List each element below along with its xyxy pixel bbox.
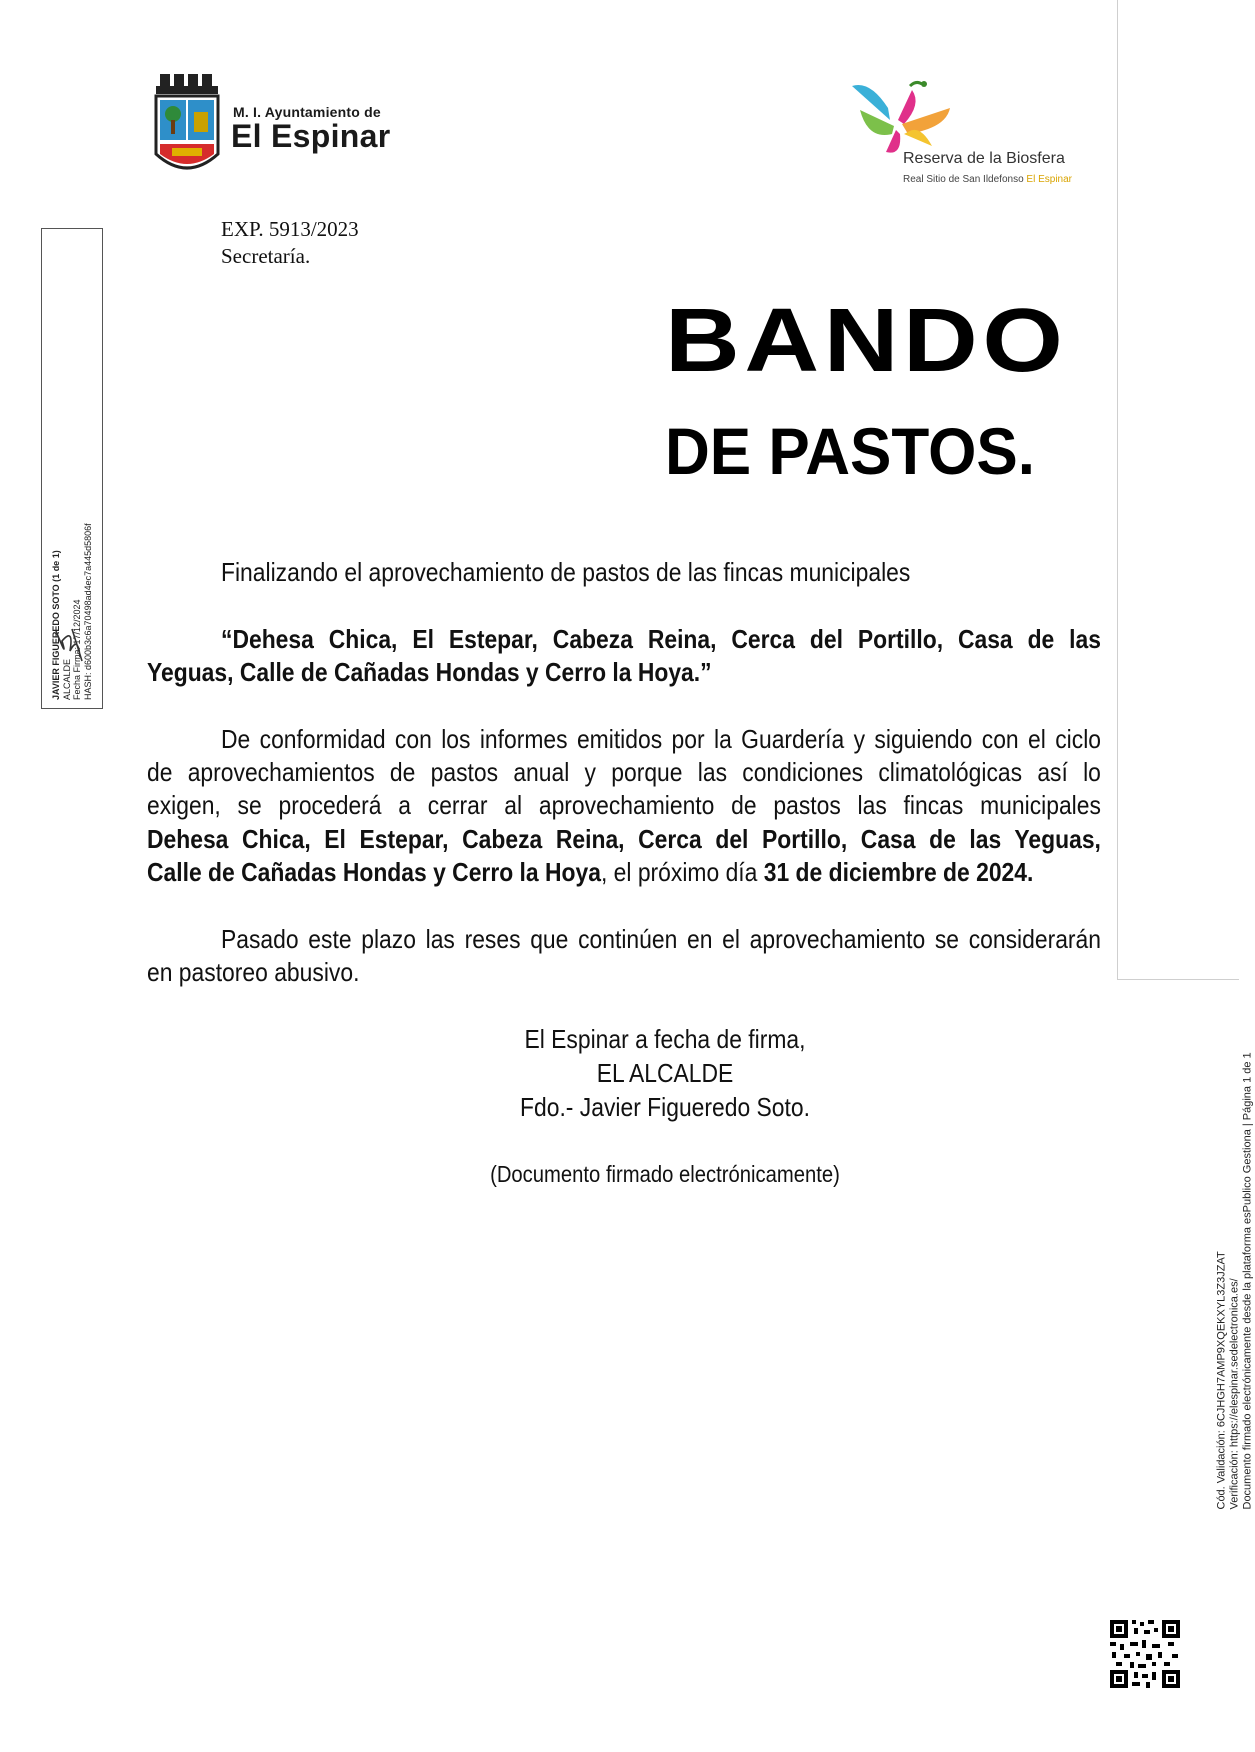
- verification-code: Cód. Validación: 6CJHGH7AMP9XQEKXYL3Z3JZAT: [1215, 1251, 1228, 1510]
- signature-note: (Documento firmado electrónicamente): [490, 1161, 840, 1187]
- paragraph-4-line-2: en pastoreo abusivo.: [147, 957, 360, 987]
- biosfera-subtitle-b: El Espinar: [1026, 174, 1072, 185]
- logo-subtitle: M. I. Ayuntamiento de: [233, 104, 381, 120]
- signature-role: EL ALCALDE: [596, 1058, 734, 1088]
- paragraph-3-line-1: De conformidad con los informes emitidos por la Guardería y siguiendo con el ciclo: [221, 724, 1101, 754]
- stamp-date: Fecha Firma: 17/12/2024: [72, 599, 82, 700]
- title-bando: BANDO: [665, 291, 1068, 391]
- coat-of-arms-logo: [152, 74, 222, 182]
- stamp-role: ALCALDE: [61, 658, 72, 700]
- paragraph-1: Finalizando el aprovechamiento de pastos de las fincas municipales: [221, 557, 911, 587]
- stamp-hash: HASH: d600b3c6a70498ad4ec7a445d5806f: [82, 523, 93, 700]
- department: Secretaría.: [221, 244, 311, 268]
- paragraph-3-line-2: de aprovechamientos de pastos anual y porque las condiciones climatológicas así lo: [147, 757, 1101, 787]
- signature-place: El Espinar a fecha de firma,: [524, 1024, 806, 1054]
- paragraph-2-line-2: Yeguas, Calle de Cañadas Hondas y Cerro la Hoya.”: [147, 657, 712, 687]
- margin-rule-foot: [1117, 979, 1239, 980]
- stamp-name: JAVIER FIGUEREDO SOTO (1 de 1): [51, 550, 61, 700]
- biosfera-title: Reserva de la Biosfera: [903, 150, 1065, 167]
- margin-rule: [1117, 0, 1118, 980]
- title-de-pastos: DE PASTOS.: [665, 414, 1036, 488]
- signature-stamp: [41, 228, 103, 709]
- paragraph-3-line-3: exigen, se procederá a cerrar al aprovechamiento de pastos las fincas municipales: [147, 790, 1101, 820]
- biosfera-subtitle-a: Real Sitio de San Ildefonso: [903, 174, 1024, 185]
- expediente: EXP. 5913/2023: [221, 217, 359, 241]
- reference-block: [221, 216, 359, 270]
- biosfera-subtitle: [903, 174, 1072, 185]
- paragraph-3-line-4: Dehesa Chica, El Estepar, Cabeza Reina, Cerca del Portillo, Casa de las Yeguas,: [147, 824, 1101, 854]
- paragraph-2-line-1: “Dehesa Chica, El Estepar, Cabeza Reina, Cerca del Portillo, Casa de las: [221, 624, 1101, 654]
- verification-platform: Documento firmado electrónicamente desde la plataforma esPublico Gestiona | Página 1 de 1: [1241, 1052, 1254, 1510]
- finca-list-end: Calle de Cañadas Hondas y Cerro la Hoya: [147, 857, 601, 887]
- date-intro: , el próximo día: [600, 857, 764, 887]
- handwritten-signature-icon: [48, 621, 94, 667]
- paragraph-4-line-1: Pasado este plazo las reses que continúen en el aprovechamiento se considerarán: [221, 924, 1101, 954]
- paragraph-3-line-5: [147, 856, 1033, 890]
- signature-name: Fdo.- Javier Figueredo Soto.: [520, 1092, 810, 1122]
- closing-date: 31 de diciembre de 2024.: [763, 857, 1034, 887]
- qr-code-icon[interactable]: [1108, 1618, 1182, 1690]
- verification-url: Verificación: https://elespinar.sedelectronica.es/: [1228, 1278, 1241, 1510]
- verification-footer: [1216, 1050, 1255, 1510]
- logo-title: El Espinar: [231, 118, 391, 154]
